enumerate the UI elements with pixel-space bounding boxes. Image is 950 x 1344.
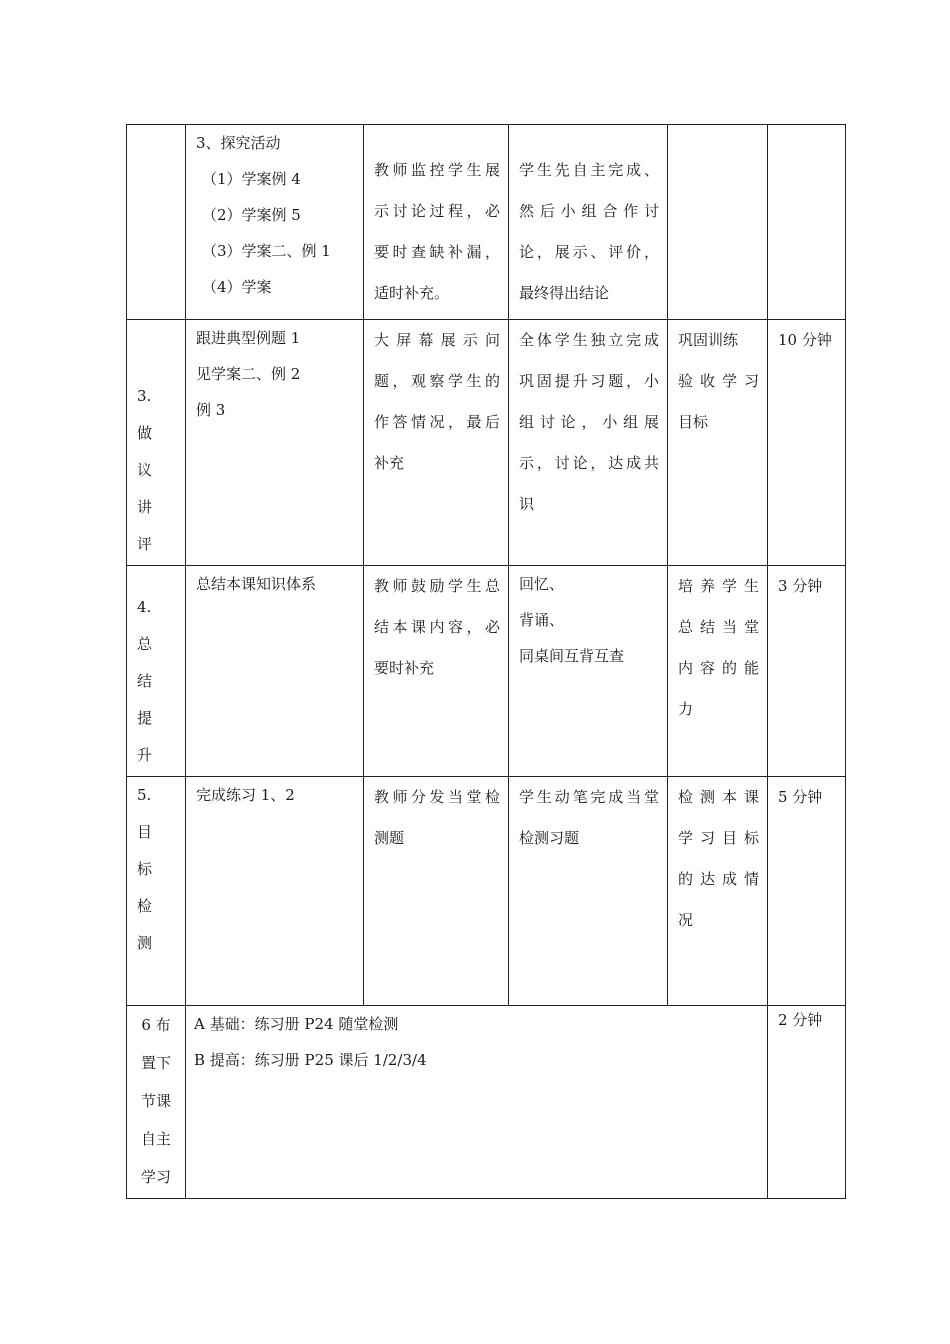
teacher-line: 补充 bbox=[374, 454, 405, 472]
student-line: 同桌间互背互查 bbox=[519, 647, 625, 665]
stage-label: 议 bbox=[137, 461, 153, 479]
goal-cell bbox=[668, 566, 768, 777]
student-line: 示，讨论，达成共 bbox=[519, 454, 659, 472]
content-line: 例 3 bbox=[196, 401, 226, 419]
student-activity-cell bbox=[509, 777, 668, 1006]
stage-label: 6 布 bbox=[141, 1016, 171, 1034]
table-row bbox=[127, 1006, 846, 1199]
teacher-line: 测题 bbox=[374, 829, 405, 847]
time-cell bbox=[768, 777, 846, 1006]
student-line: 组讨论，小组展 bbox=[519, 413, 659, 431]
lesson-plan-table bbox=[126, 124, 846, 1199]
student-line: 学生先自主完成、 bbox=[519, 161, 659, 179]
stage-label: 目 bbox=[137, 823, 153, 841]
homework-cell bbox=[186, 1006, 768, 1199]
content-line: （3）学案二、例 1 bbox=[202, 242, 331, 260]
stage-cell bbox=[127, 777, 186, 1006]
student-activity-cell bbox=[509, 125, 668, 320]
table-row bbox=[127, 777, 846, 1006]
time-cell bbox=[768, 125, 846, 320]
time-cell bbox=[768, 1006, 846, 1199]
time-value: 3 分钟 bbox=[778, 577, 823, 595]
student-line: 然后小组合作讨 bbox=[519, 202, 659, 220]
goal-line: 学习目标 bbox=[678, 829, 759, 847]
content-line: （1）学案例 4 bbox=[202, 170, 301, 188]
stage-label: 结 bbox=[137, 672, 153, 690]
stage-cell bbox=[127, 1006, 186, 1199]
teacher-line: 教师监控学生展 bbox=[374, 161, 500, 179]
student-line: 学生动笔完成当堂 bbox=[519, 788, 659, 806]
student-activity-cell bbox=[509, 320, 668, 566]
time-value: 2 分钟 bbox=[778, 1011, 823, 1029]
student-line: 全体学生独立完成 bbox=[519, 331, 659, 349]
content-line: 见学案二、例 2 bbox=[196, 365, 301, 383]
time-value: 5 分钟 bbox=[778, 788, 823, 806]
content-line: 跟进典型例题 1 bbox=[196, 329, 301, 347]
student-line: 背诵、 bbox=[519, 611, 565, 629]
goal-line: 巩固训练 bbox=[678, 331, 739, 349]
stage-cell bbox=[127, 320, 186, 566]
goal-line: 总结当堂 bbox=[678, 618, 759, 636]
student-line: 回忆、 bbox=[519, 575, 565, 593]
goal-line: 验收学习 bbox=[678, 372, 759, 390]
student-line: 检测习题 bbox=[519, 829, 580, 847]
teacher-line: 结本课内容，必 bbox=[374, 618, 500, 636]
student-activity-cell bbox=[509, 566, 668, 777]
teacher-line: 要时补充 bbox=[374, 659, 435, 677]
goal-line: 培养学生 bbox=[678, 577, 759, 595]
student-line: 最终得出结论 bbox=[519, 284, 610, 302]
stage-label: 标 bbox=[137, 860, 153, 878]
table-row bbox=[127, 566, 846, 777]
student-line: 论，展示、评价， bbox=[519, 243, 659, 261]
homework-line: B 提高：练习册 P25 课后 1/2/3/4 bbox=[194, 1051, 427, 1069]
stage-label: 讲 bbox=[137, 498, 153, 516]
content-line: 3、探究活动 bbox=[196, 134, 281, 152]
stage-label: 学习 bbox=[140, 1168, 171, 1186]
time-cell bbox=[768, 566, 846, 777]
teacher-activity-cell bbox=[364, 777, 509, 1006]
goal-line: 的达成情 bbox=[678, 870, 759, 888]
content-line: （4）学案 bbox=[202, 278, 272, 296]
content-cell bbox=[186, 320, 364, 566]
content-cell bbox=[186, 125, 364, 320]
goal-line: 况 bbox=[678, 911, 694, 929]
teacher-line: 教师分发当堂检 bbox=[374, 788, 500, 806]
stage-label: 4. bbox=[137, 598, 152, 616]
homework-line: A 基础：练习册 P24 随堂检测 bbox=[194, 1015, 399, 1033]
student-line: 识 bbox=[519, 495, 535, 513]
stage-label: 总 bbox=[137, 635, 153, 653]
table-row bbox=[127, 125, 846, 320]
content-cell bbox=[186, 566, 364, 777]
teacher-activity-cell bbox=[364, 566, 509, 777]
table-row bbox=[127, 320, 846, 566]
stage-label: 做 bbox=[137, 424, 153, 442]
goal-line: 力 bbox=[678, 700, 694, 718]
stage-cell bbox=[127, 566, 186, 777]
teacher-line: 作答情况，最后 bbox=[374, 413, 500, 431]
stage-label: 升 bbox=[137, 746, 153, 764]
content-line: 完成练习 1、2 bbox=[196, 786, 295, 804]
teacher-activity-cell bbox=[364, 320, 509, 566]
goal-cell bbox=[668, 125, 768, 320]
goal-cell bbox=[668, 777, 768, 1006]
time-value: 10 分钟 bbox=[778, 331, 832, 349]
teacher-line: 示讨论过程，必 bbox=[374, 202, 500, 220]
teacher-activity-cell bbox=[364, 125, 509, 320]
teacher-line: 适时补充。 bbox=[374, 284, 450, 302]
content-line: （2）学案例 5 bbox=[202, 206, 301, 224]
teacher-line: 题，观察学生的 bbox=[374, 372, 500, 390]
goal-line: 检测本课 bbox=[678, 788, 759, 806]
stage-label: 3. bbox=[137, 387, 152, 405]
time-cell bbox=[768, 320, 846, 566]
goal-cell bbox=[668, 320, 768, 566]
stage-label: 测 bbox=[137, 934, 153, 952]
teacher-line: 大屏幕展示问 bbox=[374, 331, 500, 349]
stage-cell bbox=[127, 125, 186, 320]
stage-label: 自主 bbox=[140, 1130, 171, 1148]
teacher-line: 要时查缺补漏， bbox=[374, 243, 500, 261]
stage-label: 节课 bbox=[140, 1092, 171, 1110]
stage-label: 5. bbox=[137, 786, 152, 804]
student-line: 巩固提升习题，小 bbox=[519, 372, 659, 390]
stage-label: 评 bbox=[137, 535, 153, 553]
stage-label: 置下 bbox=[140, 1054, 171, 1072]
teacher-line: 教师鼓励学生总 bbox=[374, 577, 500, 595]
content-line: 总结本课知识体系 bbox=[196, 575, 317, 593]
stage-label: 检 bbox=[137, 897, 153, 915]
content-cell bbox=[186, 777, 364, 1006]
goal-line: 目标 bbox=[678, 413, 709, 431]
stage-label: 提 bbox=[137, 709, 153, 727]
goal-line: 内容的能 bbox=[678, 659, 759, 677]
